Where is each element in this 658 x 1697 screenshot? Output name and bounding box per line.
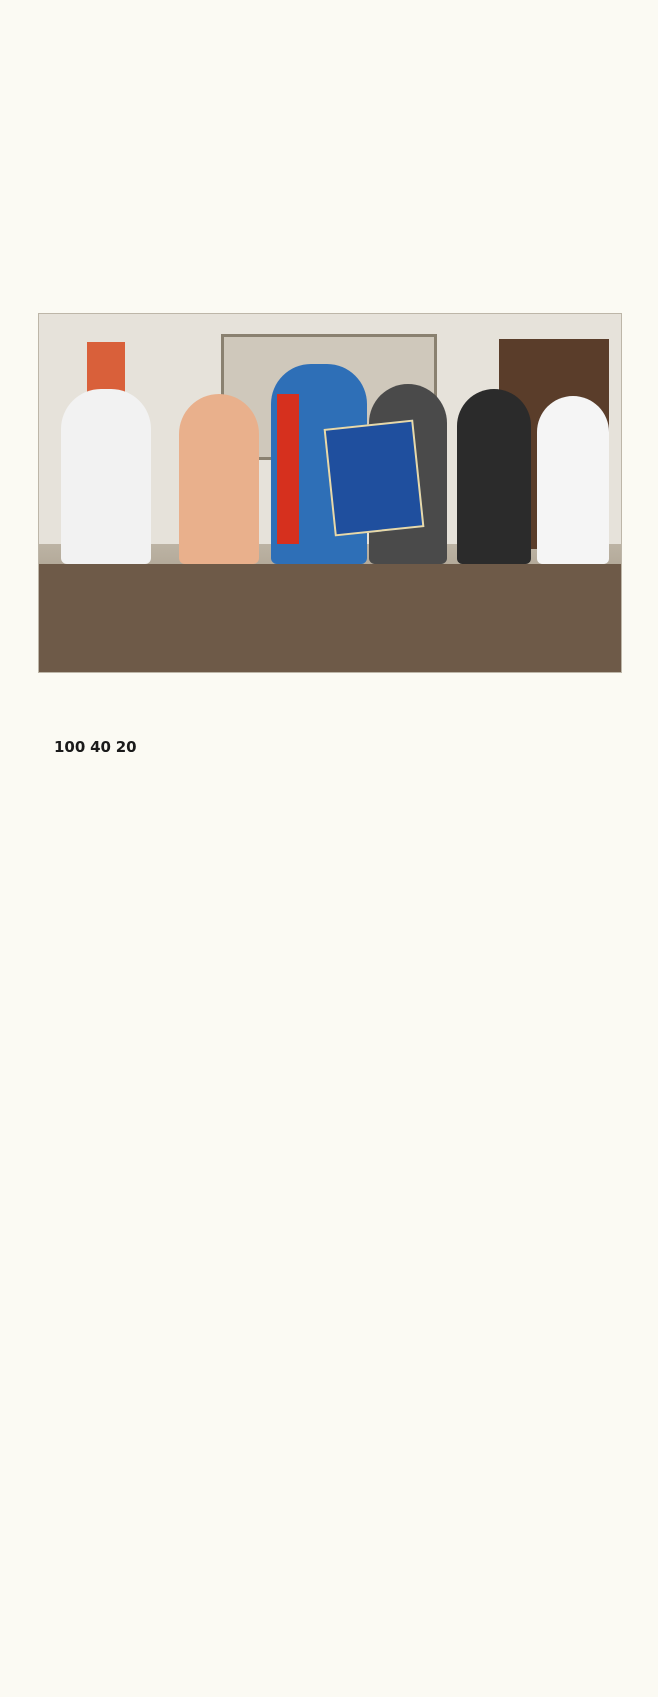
photo-desk [39,564,621,672]
article-body [54,732,620,1682]
photo-person [179,394,259,564]
figure-school-acres: 20 [115,738,137,756]
figure-years: 40 [90,738,111,756]
photo-person [537,396,609,564]
photo-person [457,389,531,564]
photo-shawl [277,394,299,544]
news-photo [38,313,622,673]
headline [24,14,634,98]
photo-person [61,389,151,564]
figure-acres: 100 [54,738,86,756]
photo-framed-portrait [324,420,425,537]
